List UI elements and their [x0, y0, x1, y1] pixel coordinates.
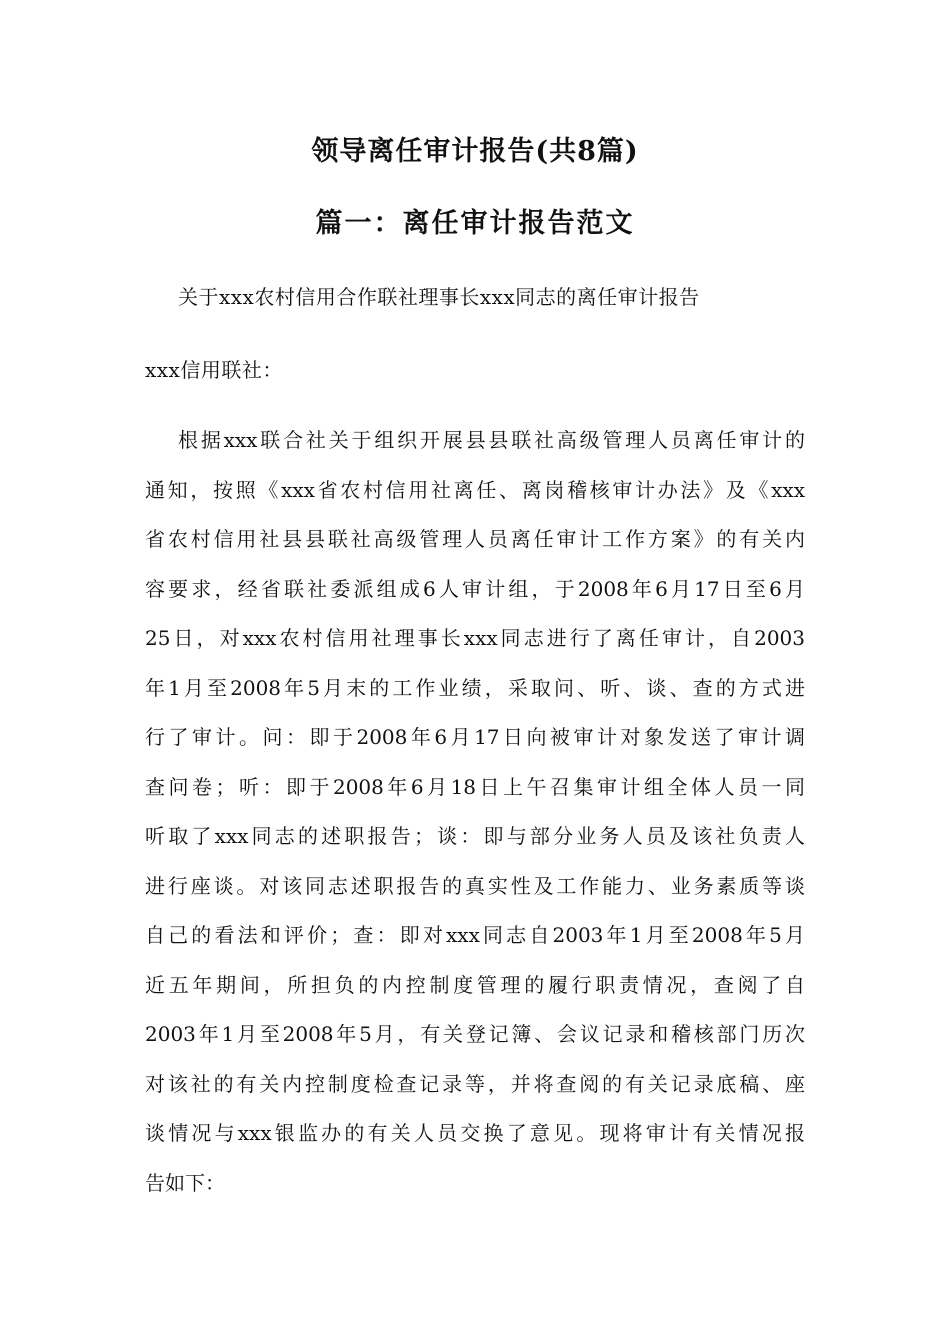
body-line: 通知，按照《xxx省农村信用社离任、离岗稽核审计办法》及《xxx — [145, 477, 805, 502]
body-line: 进行座谈。对该同志述职报告的真实性及工作能力、业务素质等谈 — [145, 873, 805, 898]
body-paragraph — [145, 425, 805, 1217]
body-line: 25日，对xxx农村信用社理事长xxx同志进行了离任审计，自2003 — [145, 626, 805, 650]
body-line: 自己的看法和评价；查：即对xxx同志自2003年1月至2008年5月 — [145, 923, 805, 947]
body-line: 近五年期间，所担负的内控制度管理的履行职责情况，查阅了自 — [145, 972, 805, 997]
body-line: 听取了xxx同志的述职报告；谈：即与部分业务人员及该社负责人 — [145, 824, 805, 848]
body-line: 谈情况与xxx银监办的有关人员交换了意见。现将审计有关情况报 — [145, 1121, 805, 1145]
body-line: 对该社的有关内控制度检查记录等，并将查阅的有关记录底稿、座 — [145, 1071, 805, 1096]
body-line: 年1月至2008年5月末的工作业绩，采取问、听、谈、查的方式进 — [145, 675, 805, 700]
body-line: 行了审计。问：即于2008年6月17日向被审计对象发送了审计调 — [145, 725, 805, 749]
body-line: 查问卷；听：即于2008年6月18日上午召集审计组全体人员一同 — [145, 774, 805, 799]
report-subtitle: 关于xxx农村信用合作联社理事长xxx同志的离任审计报告 — [178, 285, 700, 309]
body-line: 根据xxx联合社关于组织开展县县联社高级管理人员离任审计的 — [178, 428, 805, 452]
salutation: xxx信用联社： — [145, 358, 283, 382]
body-line: 2003年1月至2008年5月，有关登记簿、会议记录和稽核部门历次 — [145, 1022, 805, 1046]
body-line: 省农村信用社县县联社高级管理人员离任审计工作方案》的有关内 — [145, 527, 805, 551]
body-line: 容要求，经省联社委派组成6人审计组，于2008年6月17日至6月 — [145, 576, 805, 601]
document-title: 领导离任审计报告(共8篇) — [311, 136, 639, 167]
section-heading: 篇一：离任审计报告范文 — [315, 208, 635, 239]
body-line: 告如下： — [145, 1170, 225, 1195]
